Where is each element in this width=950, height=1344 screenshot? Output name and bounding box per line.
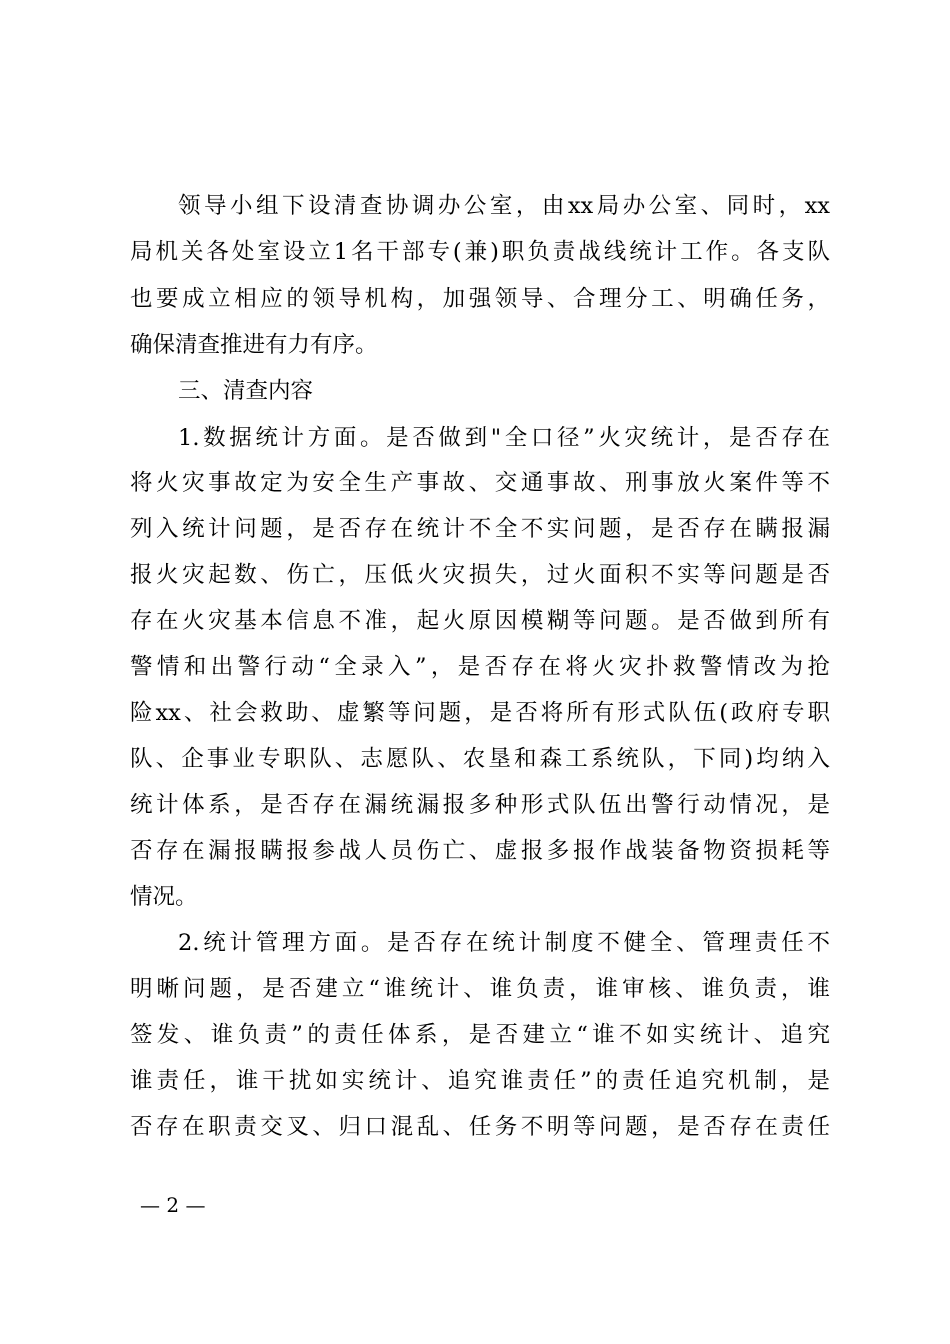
paragraph-2-line-4: 报火灾起数、伤亡，压低火灾损失，过火面积不实等问题是否: [130, 562, 830, 588]
paragraph-1-line-4: 确保清查推进有力有序。: [130, 332, 378, 358]
paragraph-3-line-2: 明晰问题，是否建立“谁统计、谁负责，谁审核、谁负责，谁: [130, 976, 830, 1002]
paragraph-3-line-5: 否存在职责交叉、归口混乱、任务不明等问题，是否存在责任: [130, 1114, 830, 1140]
paragraph-3-line-1: 2.统计管理方面。是否存在统计制度不健全、管理责任不: [178, 930, 830, 956]
section-heading: 三、清查内容: [178, 378, 314, 404]
paragraph-2-line-8: 队、企事业专职队、志愿队、农垦和森工系统队，下同)均纳入: [130, 746, 830, 772]
paragraph-1-line-1: 领导小组下设清查协调办公室，由xx局办公室、同时，xx: [178, 193, 830, 219]
paragraph-2-line-11: 情况。: [130, 884, 198, 910]
paragraph-2-line-1: 1.数据统计方面。是否做到"全口径”火灾统计，是否存在: [178, 425, 830, 451]
paragraph-2-line-6: 警情和出警行动“全录入”，是否存在将火灾扑救警情改为抢: [130, 654, 830, 680]
paragraph-2-line-9: 统计体系，是否存在漏统漏报多种形式队伍出警行动情况，是: [130, 792, 830, 818]
paragraph-2-line-5: 存在火灾基本信息不准，起火原因模糊等问题。是否做到所有: [130, 608, 830, 634]
paragraph-1-line-3: 也要成立相应的领导机构，加强领导、合理分工、明确任务，: [130, 286, 830, 312]
paragraph-1-line-2: 局机关各处室设立1名干部专(兼)职负责战线统计工作。各支队: [130, 239, 830, 265]
paragraph-2-line-3: 列入统计问题，是否存在统计不全不实问题，是否存在瞒报漏: [130, 516, 830, 542]
page-number: — 2 —: [140, 1193, 206, 1217]
paragraph-2-line-2: 将火灾事故定为安全生产事故、交通事故、刑事放火案件等不: [130, 470, 830, 496]
paragraph-2-line-10: 否存在漏报瞒报参战人员伤亡、虚报多报作战装备物资损耗等: [130, 838, 830, 864]
paragraph-3-line-3: 签发、谁负责”的责任体系，是否建立“谁不如实统计、追究: [130, 1022, 830, 1048]
paragraph-3-line-4: 谁责任，谁干扰如实统计、追究谁责任”的责任追究机制，是: [130, 1068, 830, 1094]
paragraph-2-line-7: 险xx、社会救助、虚繁等问题，是否将所有形式队伍(政府专职: [130, 700, 830, 726]
